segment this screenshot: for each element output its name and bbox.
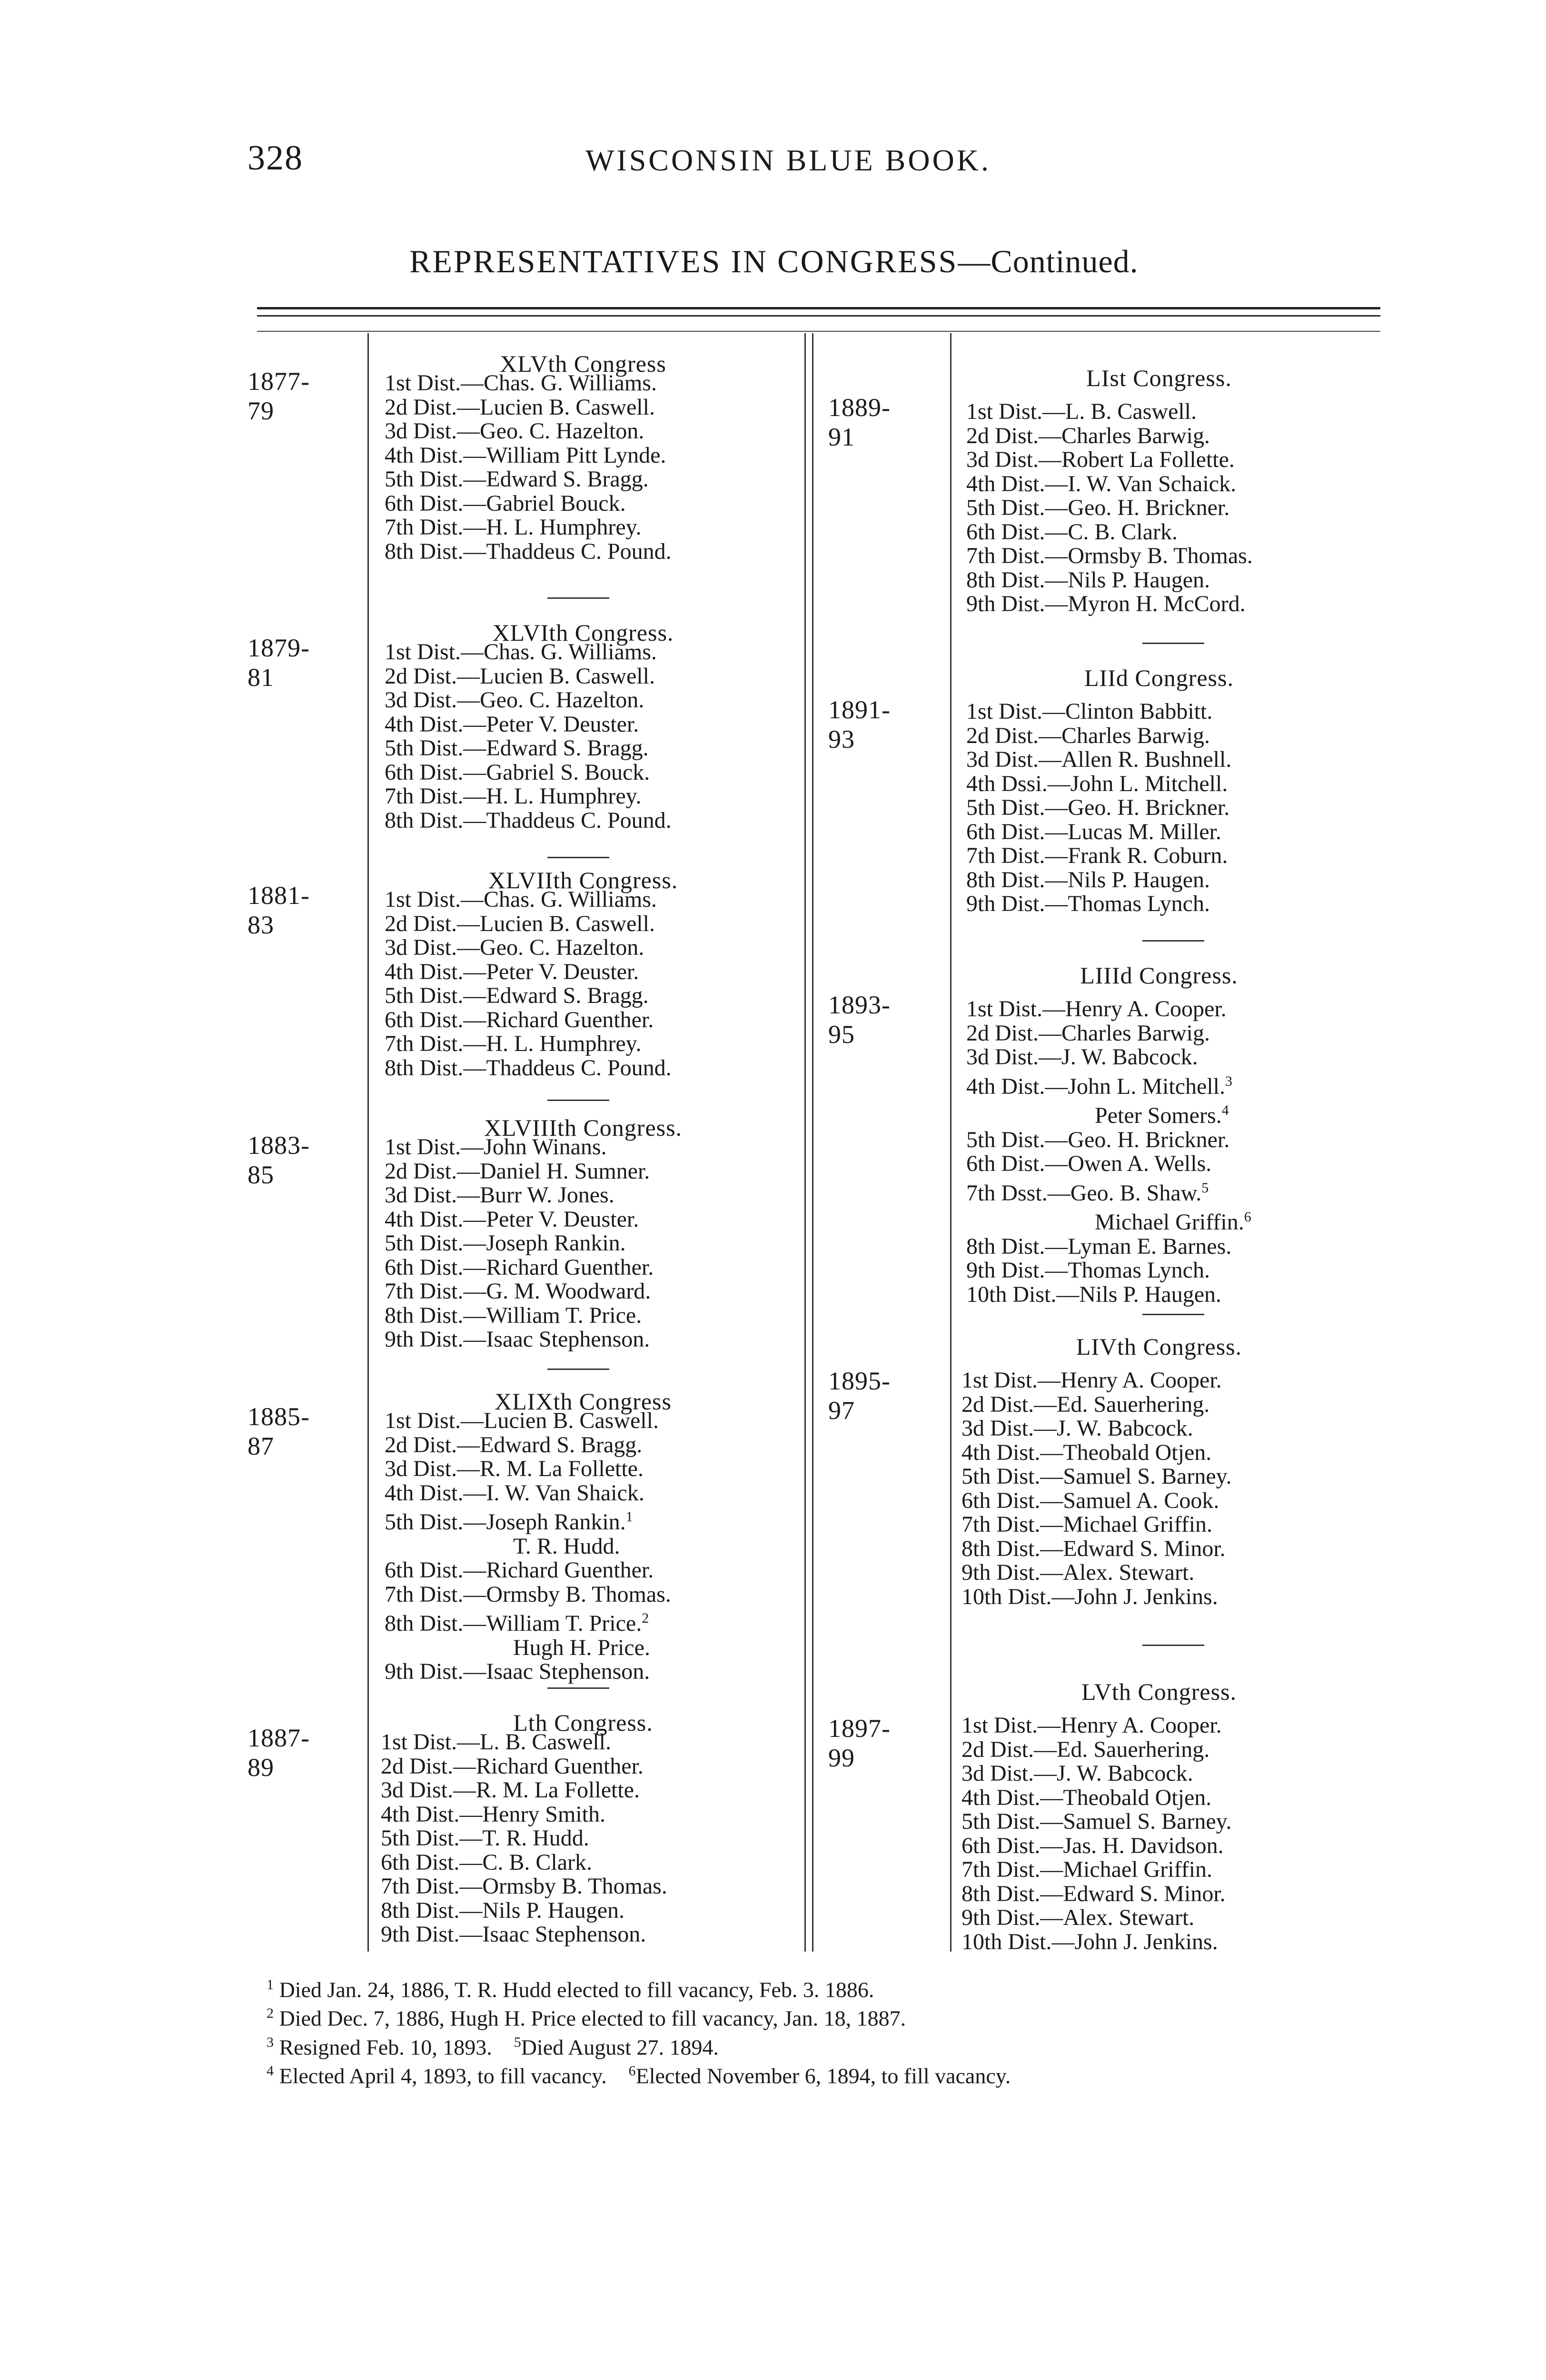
district-entry-text: 8th Dist.—Edward S. Minor.: [961, 1881, 1226, 1906]
congress-heading: XLVIIth Congress.: [488, 867, 678, 893]
district-entry-text: 3d Dist.—Geo. C. Hazelton.: [385, 935, 644, 960]
district-entry-text: 1st Dist.—Chas. G. Williams.: [385, 370, 657, 396]
district-list: [966, 997, 1251, 1307]
district-entry: [385, 1256, 654, 1280]
district-entry-text: 5th Dist.—Edward S. Bragg.: [385, 983, 649, 1008]
district-entry-text: 4th Dist.—I. W. Van Shaick.: [385, 1480, 644, 1506]
district-entry-text: 3d Dist.—Robert La Follette.: [966, 447, 1235, 472]
district-entry: [961, 1930, 1232, 1954]
district-entry: [381, 1923, 667, 1947]
district-entry-text: 7th Dist.—Ormsby B. Thomas.: [381, 1874, 667, 1899]
district-entry-text: 6th Dist.—Gabriel Bouck.: [385, 490, 626, 516]
district-entry: [385, 1135, 654, 1160]
district-list: [966, 400, 1253, 616]
district-entry-text: 10th Dist.—John J. Jenkins.: [961, 1929, 1218, 1954]
district-entry: [966, 520, 1253, 545]
district-entry: [961, 1537, 1232, 1561]
district-entry: [385, 444, 672, 468]
footnote-marker: 6: [1244, 1209, 1251, 1225]
district-entry: [385, 761, 672, 785]
footnote-text: Died Jan. 24, 1886, T. R. Hudd elected to fill vacancy, Feb. 3. 1886.: [279, 1977, 874, 2002]
district-entry-text: 1st Dist.—Henry A. Cooper.: [966, 996, 1227, 1021]
district-entry-text: 7th Dist.—H. L. Humphrey.: [385, 515, 642, 540]
column-divider-middle-b: [812, 333, 813, 1952]
district-entry: [961, 1834, 1232, 1858]
district-entry: [961, 1465, 1232, 1489]
district-entry: [385, 1606, 671, 1636]
congress-heading: LVth Congress.: [1081, 1678, 1237, 1705]
district-list: [385, 371, 672, 564]
footnote-marker: 4: [1221, 1102, 1229, 1118]
district-entry-text: 4th Dist.—William Pitt Lynde.: [385, 442, 666, 468]
district-entry: [385, 1409, 671, 1433]
footnote: [267, 2002, 1011, 2030]
congress-heading: Lth Congress.: [513, 1709, 653, 1736]
district-entry: [385, 1008, 672, 1032]
district-entry-text: 2d Dist.—Lucien B. Caswell.: [385, 663, 655, 689]
block-separator: [547, 1368, 609, 1370]
district-entry: [385, 1481, 671, 1506]
district-entry: [961, 1417, 1232, 1441]
district-entry: [385, 1636, 671, 1660]
district-entry: [385, 736, 672, 761]
district-entry: [385, 713, 672, 737]
district-entry-text: 6th Dist.—Richard Guenther.: [385, 1007, 654, 1032]
district-entry-text: 2d Dist.—Lucien B. Caswell.: [385, 911, 655, 936]
district-entry: [966, 1176, 1251, 1206]
district-entry: [381, 1851, 667, 1875]
block-separator: [547, 597, 609, 599]
district-entry: [961, 1393, 1232, 1417]
district-entry: [385, 1535, 671, 1559]
congress-heading: XLVIth Congress.: [492, 619, 674, 646]
district-entry-text: 7th Dist.—H. L. Humphrey.: [385, 1031, 642, 1056]
district-entry: [966, 820, 1231, 844]
district-entry-text: 6th Dist.—Samuel A. Cook.: [961, 1488, 1219, 1513]
header-rule-thick: [257, 307, 1380, 309]
district-entry: [381, 1874, 667, 1899]
district-entry: [385, 396, 672, 420]
district-entry: [385, 809, 672, 833]
district-entry: [966, 1205, 1251, 1235]
congress-years: 1891-93: [828, 695, 891, 754]
district-entry-text: 3d Dist.—Burr W. Jones.: [385, 1182, 614, 1208]
header-rule-thin: [257, 315, 1380, 317]
district-entry: [966, 1283, 1251, 1307]
district-entry-text: 2d Dist.—Charles Barwig.: [966, 1020, 1210, 1046]
footnote-mark: 3: [267, 2034, 274, 2050]
district-entry-text: Hugh H. Price.: [513, 1635, 650, 1660]
district-entry: [385, 516, 672, 540]
district-entry: [966, 568, 1253, 593]
congress-years: 1897-99: [828, 1714, 891, 1772]
district-entry-text: 6th Dist.—Jas. H. Davidson.: [961, 1833, 1224, 1858]
district-list: [385, 1135, 654, 1352]
block-separator: [1142, 1314, 1204, 1315]
district-entry-text: 1st Dist.—Lucien B. Caswell.: [385, 1408, 659, 1433]
district-entry-text: 4th Dist.—I. W. Van Schaick.: [966, 471, 1237, 496]
district-entry: [966, 496, 1253, 520]
district-entry-text: 1st Dist.—L. B. Caswell.: [381, 1729, 612, 1755]
congress-years: 1879-81: [248, 634, 310, 692]
district-entry-text: 2d Dist.—Edward S. Bragg.: [385, 1432, 643, 1458]
district-entry: [385, 1328, 654, 1352]
district-entry-text: 9th Dist.—Myron H. McCord.: [966, 591, 1246, 616]
district-entry-text: 10th Dist.—John J. Jenkins.: [961, 1584, 1218, 1609]
district-entry: [385, 912, 672, 936]
district-entry: [385, 984, 672, 1008]
district-entry-text: 2d Dist.—Charles Barwig.: [966, 723, 1210, 748]
district-list: [381, 1730, 667, 1947]
district-entry-text: 7th Dist.—Michael Griffin.: [961, 1512, 1213, 1537]
congress-heading: LIVth Congress.: [1076, 1333, 1242, 1360]
district-entry: [385, 1231, 654, 1256]
district-entry-text: 7th Dist.—Ormsby B. Thomas.: [966, 543, 1253, 568]
district-entry: [385, 1505, 671, 1535]
district-entry-text: 7th Dist.—G. M. Woodward.: [385, 1279, 651, 1304]
district-entry-text: 6th Dist.—C. B. Clark.: [966, 519, 1178, 545]
district-entry-text: 4th Dist.—Peter V. Deuster.: [385, 959, 639, 984]
district-entry-text: 7th Dist.—Michael Griffin.: [961, 1857, 1213, 1882]
district-entry: [966, 868, 1231, 892]
district-entry-text: 9th Dist.—Alex. Stewart.: [961, 1560, 1195, 1585]
congress-heading: XLIXth Congress: [495, 1388, 672, 1415]
district-entry: [966, 1235, 1251, 1259]
district-entry-text: 8th Dist.—Thaddeus C. Pound.: [385, 807, 672, 833]
district-entry-text: 3d Dist.—Geo. C. Hazelton.: [385, 687, 644, 713]
district-entry-text: 8th Dist.—Nils P. Haugen.: [381, 1897, 625, 1923]
congress-years: 1881-83: [248, 881, 310, 939]
district-entry-text: 2d Dist.—Ed. Sauerhering.: [961, 1736, 1210, 1762]
district-entry: [385, 888, 672, 912]
district-entry-text: 5th Dist.—Joseph Rankin.: [385, 1230, 626, 1256]
district-entry-text: 9th Dist.—Isaac Stephenson.: [381, 1922, 646, 1947]
district-entry-text: 1st Dist.—Clinton Babbitt.: [966, 699, 1213, 724]
district-entry-text: 8th Dist.—Lyman E. Barnes.: [966, 1233, 1232, 1259]
district-entry-text: 5th Dist.—Joseph Rankin.: [385, 1509, 626, 1535]
district-entry: [385, 688, 672, 713]
district-entry: [966, 700, 1231, 724]
district-entry: [385, 1056, 672, 1081]
district-entry-text: Peter Somers.: [1095, 1103, 1222, 1128]
column-divider-left-years: [367, 333, 369, 1952]
district-entry-text: 7th Dist.—Frank R. Coburn.: [966, 843, 1228, 868]
district-entry: [385, 784, 672, 809]
district-entry: [961, 1810, 1232, 1834]
page-number: 328: [248, 139, 303, 178]
district-entry-text: 2d Dist.—Charles Barwig.: [966, 423, 1210, 448]
district-entry-text: 8th Dist.—William T. Price.: [385, 1302, 642, 1328]
district-entry-text: 3d Dist.—R. M. La Follette.: [381, 1777, 640, 1803]
district-entry-text: 8th Dist.—William T. Price.: [385, 1611, 642, 1636]
footnote: [267, 2031, 1011, 2059]
district-entry: [966, 1045, 1251, 1070]
district-entry: [385, 1279, 654, 1304]
district-entry-text: 7th Dist.—Ormsby B. Thomas.: [385, 1581, 671, 1607]
district-entry-text: 6th Dist.—C. B. Clark.: [381, 1849, 593, 1875]
district-entry: [961, 1738, 1232, 1762]
district-entry-text: 3d Dist.—J. W. Babcock.: [961, 1761, 1193, 1786]
district-entry: [961, 1714, 1232, 1738]
district-entry-text: 6th Dist.—Richard Guenther.: [385, 1254, 654, 1280]
district-entry: [961, 1513, 1232, 1537]
column-divider-right-years: [950, 333, 951, 1952]
district-entry-text: 5th Dist.—Samuel S. Barney.: [961, 1809, 1232, 1834]
district-entry-text: 5th Dist.—Edward S. Bragg.: [385, 735, 649, 761]
footnote-text: Elected November 6, 1894, to fill vacancy.: [635, 2063, 1011, 2088]
district-entry: [381, 1899, 667, 1923]
district-entry-text: 8th Dist.—Thaddeus C. Pound.: [385, 538, 672, 564]
district-entry-text: 3d Dist.—R. M. La Follette.: [385, 1456, 644, 1481]
footnote: [267, 2059, 1011, 2088]
district-entry-text: 3d Dist.—Allen R. Bushnell.: [966, 747, 1232, 772]
district-entry: [961, 1762, 1232, 1786]
district-list: [966, 700, 1231, 916]
district-list: [961, 1714, 1232, 1954]
district-entry-text: 4th Dist.—Theobald Otjen.: [961, 1785, 1212, 1810]
district-entry: [961, 1786, 1232, 1810]
district-entry: [385, 1304, 654, 1328]
district-entry: [385, 1160, 654, 1184]
district-list: [385, 888, 672, 1080]
district-entry: [961, 1489, 1232, 1513]
district-entry: [966, 448, 1253, 472]
district-entry-text: 3d Dist.—Geo. C. Hazelton.: [385, 418, 644, 444]
district-entry: [385, 1457, 671, 1481]
footnote-mark: 4: [267, 2063, 274, 2079]
header-rule-thin-lower: [257, 331, 1380, 332]
district-entry-text: 9th Dist.—Thomas Lynch.: [966, 1258, 1210, 1283]
district-entry: [966, 724, 1231, 748]
district-entry: [385, 1208, 654, 1232]
footnote-marker: 5: [1201, 1180, 1209, 1196]
congress-years: 1893-95: [828, 991, 891, 1049]
district-entry: [385, 371, 672, 396]
district-entry-text: 1st Dist.—Chas. G. Williams.: [385, 887, 657, 912]
congress-heading: LIId Congress.: [1084, 664, 1234, 691]
district-entry-text: 2d Dist.—Richard Guenther.: [381, 1753, 644, 1779]
block-separator: [1142, 643, 1204, 644]
district-entry-text: 9th Dist.—Alex. Stewart.: [961, 1905, 1195, 1930]
district-entry: [966, 400, 1253, 424]
district-entry-text: 1st Dist.—Henry A. Cooper.: [961, 1368, 1222, 1393]
block-separator: [547, 1687, 609, 1689]
footnote-text: Died Dec. 7, 1886, Hugh H. Price elected to fill vacancy, Jan. 18, 1887.: [279, 2006, 906, 2031]
district-entry-text: 6th Dist.—Gabriel S. Bouck.: [385, 759, 650, 785]
district-entry-text: 5th Dist.—Geo. H. Brickner.: [966, 495, 1230, 520]
block-separator: [1142, 1645, 1204, 1646]
district-entry: [966, 1099, 1251, 1128]
district-entry-text: 5th Dist.—Geo. H. Brickner.: [966, 1127, 1230, 1152]
district-entry-text: 6th Dist.—Lucas M. Miller.: [966, 819, 1221, 844]
footnote-text: Resigned Feb. 10, 1893.: [279, 2034, 492, 2059]
footnote-mark: 2: [267, 2005, 274, 2022]
district-entry-text: 2d Dist.—Lucien B. Caswell.: [385, 394, 655, 420]
district-entry-text: 1st Dist.—Henry A. Cooper.: [961, 1713, 1222, 1738]
district-entry: [961, 1441, 1232, 1465]
congress-heading: XLVIIIth Congress.: [484, 1114, 683, 1141]
congress-years: 1877-79: [248, 367, 310, 425]
district-entry: [385, 1433, 671, 1458]
district-entry: [966, 472, 1253, 496]
district-entry: [966, 844, 1231, 868]
district-entry: [385, 1183, 654, 1208]
footnote-mark: 1: [267, 1977, 274, 1993]
district-entry-text: 1st Dist.—John Winans.: [385, 1134, 607, 1160]
congress-years: 1889-91: [828, 393, 891, 451]
district-entry: [381, 1778, 667, 1803]
district-entry: [966, 1128, 1251, 1152]
footnote-text: Died August 27. 1894.: [521, 2034, 719, 2059]
district-entry-text: Michael Griffin.: [1095, 1210, 1244, 1235]
district-entry: [385, 640, 672, 664]
congress-years: 1887-89: [248, 1724, 310, 1782]
district-entry: [385, 936, 672, 960]
district-entry: [385, 467, 672, 492]
district-entry: [961, 1368, 1232, 1393]
congress-years: 1885-87: [248, 1402, 310, 1460]
footnote-mark: 5: [514, 2034, 521, 2050]
district-entry: [966, 424, 1253, 448]
section-title: [409, 243, 1139, 280]
district-entry: [381, 1755, 667, 1779]
district-entry-text: 8th Dist.—Edward S. Minor.: [961, 1536, 1226, 1561]
district-entry: [385, 960, 672, 984]
district-entry-text: 2d Dist.—Daniel H. Sumner.: [385, 1158, 650, 1184]
district-entry-text: 4th Dist.—Henry Smith.: [381, 1801, 606, 1827]
district-entry: [961, 1561, 1232, 1585]
district-entry-text: 5th Dist.—Samuel S. Barney.: [961, 1464, 1232, 1489]
district-entry: [385, 540, 672, 564]
district-entry-text: 5th Dist.—Geo. H. Brickner.: [966, 795, 1230, 820]
district-entry-text: 10th Dist.—Nils P. Haugen.: [966, 1281, 1222, 1307]
district-entry: [966, 544, 1253, 568]
district-entry: [385, 1558, 671, 1583]
district-entry-text: 9th Dist.—Isaac Stephenson.: [385, 1327, 650, 1352]
district-entry-text: 2d Dist.—Ed. Sauerhering.: [961, 1391, 1210, 1417]
district-entry-text: 9th Dist.—Isaac Stephenson.: [385, 1659, 650, 1684]
district-entry: [966, 796, 1231, 820]
column-divider-middle-a: [804, 333, 806, 1952]
district-entry: [961, 1858, 1232, 1882]
district-entry-text: 7th Dist.—H. L. Humphrey.: [385, 783, 642, 809]
footnote-mark: 6: [628, 2063, 636, 2079]
district-entry: [966, 997, 1251, 1021]
congress-heading: LIIId Congress.: [1080, 962, 1238, 989]
district-entry-text: 4th Dist.—Peter V. Deuster.: [385, 1206, 639, 1232]
district-entry-text: 5th Dist.—Edward S. Bragg.: [385, 466, 649, 492]
district-entry: [966, 892, 1231, 916]
block-separator: [547, 1100, 609, 1101]
district-entry-text: 8th Dist.—Nils P. Haugen.: [966, 567, 1210, 593]
footnote-marker: 3: [1225, 1073, 1232, 1089]
congress-heading: LIst Congress.: [1086, 365, 1232, 391]
district-entry-text: 6th Dist.—Richard Guenther.: [385, 1557, 654, 1583]
district-entry: [966, 1021, 1251, 1046]
footnotes: [267, 1973, 1011, 2088]
running-head: WISCONSIN BLUE BOOK.: [585, 143, 991, 177]
block-separator: [547, 857, 609, 858]
district-entry-text: 3d Dist.—J. W. Babcock.: [966, 1044, 1198, 1070]
district-entry-text: 8th Dist.—Thaddeus C. Pound.: [385, 1055, 672, 1081]
section-title-main: REPRESENTATIVES IN CONGRESS: [409, 243, 958, 279]
section-title-continued: —Continued.: [958, 243, 1139, 279]
district-entry: [385, 1660, 671, 1684]
district-entry: [385, 492, 672, 516]
district-entry: [385, 419, 672, 444]
footnote-marker: 2: [642, 1610, 649, 1626]
district-entry: [961, 1906, 1232, 1930]
district-entry-text: 1st Dist.—Chas. G. Williams.: [385, 639, 657, 664]
district-list: [385, 1409, 671, 1684]
district-entry-text: 8th Dist.—Nils P. Haugen.: [966, 867, 1210, 892]
district-entry: [385, 1032, 672, 1056]
district-entry-text: 1st Dist.—L. B. Caswell.: [966, 399, 1197, 424]
district-entry-text: 4th Dist.—Theobald Otjen.: [961, 1439, 1212, 1465]
district-entry-text: 9th Dist.—Thomas Lynch.: [966, 891, 1210, 916]
district-entry: [961, 1882, 1232, 1906]
district-entry-text: 4th Dist.—John L. Mitchell.: [966, 1073, 1225, 1099]
district-entry: [966, 1070, 1251, 1099]
district-entry: [381, 1730, 667, 1755]
block-separator: [1142, 940, 1204, 942]
district-entry-text: T. R. Hudd.: [513, 1533, 620, 1559]
district-entry-text: 6th Dist.—Owen A. Wells.: [966, 1151, 1212, 1176]
district-entry: [381, 1826, 667, 1851]
district-entry-text: 7th Dsst.—Geo. B. Shaw.: [966, 1180, 1202, 1206]
footnote-text: Elected April 4, 1893, to fill vacancy.: [279, 2063, 607, 2088]
congress-years: 1883-85: [248, 1131, 310, 1189]
district-entry: [385, 1583, 671, 1607]
district-entry-text: 3d Dist.—J. W. Babcock.: [961, 1416, 1193, 1441]
district-entry: [966, 1259, 1251, 1283]
district-list: [961, 1368, 1232, 1609]
footnote: [267, 1973, 1011, 2002]
district-entry: [966, 772, 1231, 796]
district-entry-text: 4th Dist.—Peter V. Deuster.: [385, 711, 639, 737]
congress-heading: XLVth Congress: [500, 350, 666, 377]
district-entry: [966, 748, 1231, 772]
footnote-marker: 1: [625, 1509, 633, 1525]
district-entry: [381, 1803, 667, 1827]
district-entry-text: 5th Dist.—T. R. Hudd.: [381, 1825, 589, 1851]
congress-years: 1895-97: [828, 1367, 891, 1425]
district-entry: [966, 1152, 1251, 1176]
district-entry: [966, 592, 1253, 616]
district-entry: [961, 1585, 1232, 1609]
district-entry-text: 4th Dssi.—John L. Mitchell.: [966, 771, 1228, 796]
district-entry: [385, 664, 672, 689]
district-list: [385, 640, 672, 833]
